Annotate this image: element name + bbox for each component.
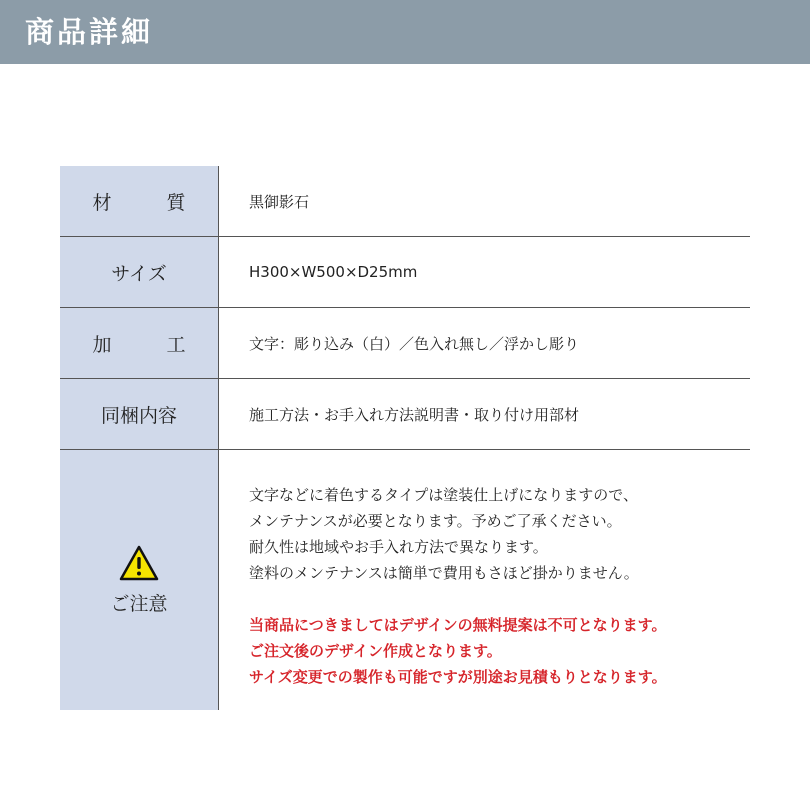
warning-icon xyxy=(119,545,159,581)
spec-table xyxy=(60,166,750,710)
note-line: 文字などに着色するタイプは塗装仕上げになりますので、 xyxy=(249,486,638,504)
table-row-size xyxy=(60,237,750,308)
warning-note-line: ご注文後のデザイン作成となります。 xyxy=(249,642,502,660)
note-line: 耐久性は地域やお手入れ方法で異なります。 xyxy=(249,538,548,556)
row-value: 文字：彫り込み（白）／色入れ無し／浮かし彫り xyxy=(249,334,580,353)
table-row-contents xyxy=(60,379,750,450)
table-row-material xyxy=(60,166,750,237)
warning-note-line: サイズ変更での製作も可能ですが別途お見積もりとなります。 xyxy=(249,668,667,686)
row-value: H300×W500×D25mm xyxy=(249,263,418,281)
page-title: 商品詳細 xyxy=(25,15,154,49)
row-label: 材 質 xyxy=(60,166,219,236)
row-label: 加 工 xyxy=(60,308,219,378)
table-row-processing xyxy=(60,308,750,379)
row-value: 黒御影石 xyxy=(249,192,310,211)
row-value: 施工方法・お手入れ方法説明書・取り付け用部材 xyxy=(249,405,580,424)
note-line: メンテナンスが必要となります。予めご了承ください。 xyxy=(249,512,622,530)
notes-content xyxy=(219,450,750,710)
table-row-notes xyxy=(60,450,750,710)
notes-label: ご注意 xyxy=(110,592,168,615)
row-label: サイズ xyxy=(60,237,219,307)
header-bar xyxy=(0,0,810,64)
note-line: 塗料のメンテナンスは簡単で費用もさほど掛かりません。 xyxy=(249,564,639,582)
warning-note-line: 当商品につきましてはデザインの無料提案は不可となります。 xyxy=(249,616,667,634)
notes-label-cell xyxy=(60,450,219,710)
row-label: 同梱内容 xyxy=(60,379,219,449)
